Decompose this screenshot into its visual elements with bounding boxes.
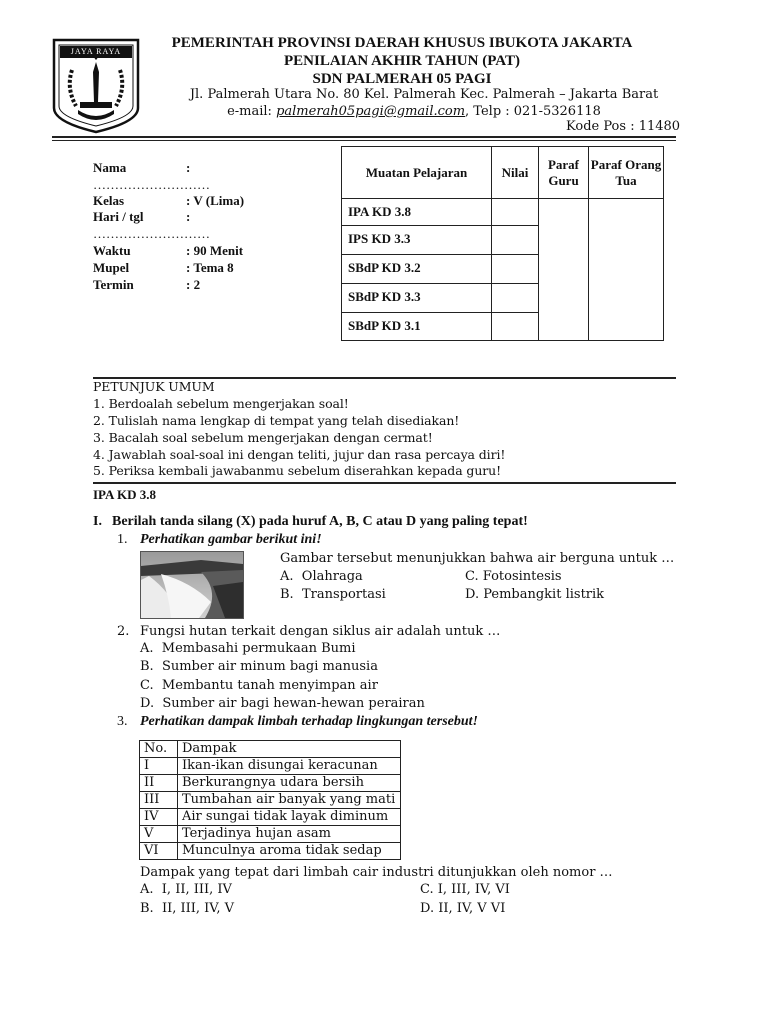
header-government: PEMERINTAH PROVINSI DAERAH KHUSUS IBUKOTA JAKARTA <box>171 35 633 51</box>
header-postal: Kode Pos : 11480 <box>566 119 681 134</box>
instruction-item: 1. Berdoalah sebelum mengerjakan soal! <box>93 396 349 411</box>
grade-table <box>341 146 664 341</box>
grade-header-teacher-sign: Paraf Guru <box>539 147 589 199</box>
logo-number: 52 <box>92 108 100 117</box>
impact-text: Air sungai tidak layak diminum <box>178 809 401 826</box>
header-address: Jl. Palmerah Utara No. 80 Kel. Palmerah Kec. Palmerah – Jakarta Barat <box>189 87 659 102</box>
instructions-bottom-rule <box>93 482 676 484</box>
logo-text: JAYA RAYA <box>70 47 122 56</box>
grade-score-cell[interactable] <box>492 199 539 226</box>
impact-text: Berkurangnya udara bersih <box>178 775 401 792</box>
q1-option-b[interactable]: B. Transportasi <box>280 587 386 602</box>
table-row <box>140 758 401 775</box>
grade-header-parent-sign: Paraf Orang Tua <box>589 147 664 199</box>
q1-prompt: Perhatikan gambar berikut ini! <box>140 532 322 547</box>
grade-row-subject: IPS KD 3.3 <box>342 226 492 255</box>
table-row <box>140 809 401 826</box>
section-title: IPA KD 3.8 <box>93 487 156 502</box>
q2-option-c[interactable]: C. Membantu tanah menyimpan air <box>140 678 378 693</box>
q1-option-d[interactable]: D. Pembangkit listrik <box>465 587 605 602</box>
email-label: e-mail: <box>227 104 277 119</box>
impact-no: V <box>140 826 178 843</box>
grade-header-subject: Muatan Pelajaran <box>342 147 492 199</box>
impact-no: IV <box>140 809 178 826</box>
q3-option-a[interactable]: A. I, II, III, IV <box>140 882 232 897</box>
impact-no: VI <box>140 843 178 860</box>
impact-header-impact: Dampak <box>178 741 401 758</box>
instruction-item: 5. Periksa kembali jawabanmu sebelum diserahkan kepada guru! <box>93 463 502 478</box>
header-rule-thin <box>52 140 676 141</box>
grade-score-cell[interactable] <box>492 226 539 255</box>
instruction-item: 4. Jawablah soal-soal ini dengan teliti, jujur dan rasa percaya diri! <box>93 447 506 462</box>
q2-option-a[interactable]: A. Membasahi permukaan Bumi <box>140 641 356 656</box>
phone-text: , Telp : 021-5326118 <box>465 104 601 119</box>
impact-text: Tumbahan air banyak yang mati <box>178 792 401 809</box>
dam-waterfall-image <box>140 551 244 619</box>
grade-score-cell[interactable] <box>492 255 539 284</box>
grade-row-subject: IPA KD 3.8 <box>342 199 492 226</box>
impact-text: Terjadinya hujan asam <box>178 826 401 843</box>
table-row <box>140 792 401 809</box>
q2-option-b[interactable]: B. Sumber air minum bagi manusia <box>140 659 378 674</box>
grade-score-cell[interactable] <box>492 284 539 313</box>
q2-number: 2. <box>117 624 130 639</box>
part-number: I. <box>93 514 102 529</box>
instructions-title: PETUNJUK UMUM <box>93 379 215 394</box>
q3-prompt: Perhatikan dampak limbah terhadap lingkungan tersebut! <box>140 714 479 729</box>
header-school-name: SDN PALMERAH 05 PAGI <box>312 71 492 87</box>
impact-text: Munculnya aroma tidak sedap <box>178 843 401 860</box>
table-row <box>140 826 401 843</box>
impact-no: III <box>140 792 178 809</box>
q3-option-b[interactable]: B. II, III, IV, V <box>140 901 235 916</box>
grade-header-score: Nilai <box>492 147 539 199</box>
q1-text: Gambar tersebut menunjukkan bahwa air berguna untuk … <box>280 551 675 566</box>
header-rule-thick <box>52 136 676 138</box>
table-row <box>140 775 401 792</box>
impact-no: II <box>140 775 178 792</box>
q2-option-d[interactable]: D. Sumber air bagi hewan-hewan perairan <box>140 696 425 711</box>
q2-text: Fungsi hutan terkait dengan siklus air adalah untuk … <box>140 624 501 639</box>
q1-number: 1. <box>117 532 128 547</box>
q3-option-d[interactable]: D. II, IV, V VI <box>420 901 506 916</box>
instruction-item: 2. Tulislah nama lengkap di tempat yang telah disediakan! <box>93 413 460 428</box>
impact-text: Ikan-ikan disungai keracunan <box>178 758 401 775</box>
grade-score-cell[interactable] <box>492 313 539 341</box>
grade-row-subject: SBdP KD 3.2 <box>342 255 492 284</box>
q3-number: 3. <box>117 714 128 729</box>
q1-option-a[interactable]: A. Olahraga <box>280 569 363 584</box>
grade-row-subject: SBdP KD 3.3 <box>342 284 492 313</box>
impact-no: I <box>140 758 178 775</box>
instruction-item: 3. Bacalah soal sebelum mengerjakan dengan cermat! <box>93 430 433 445</box>
parent-sign-cell[interactable] <box>589 199 664 341</box>
q3-option-c[interactable]: C. I, III, IV, VI <box>420 882 510 897</box>
q3-text: Dampak yang tepat dari limbah cair industri ditunjukkan oleh nomor … <box>140 865 613 880</box>
impact-header-no: No. <box>140 741 178 758</box>
q1-option-c[interactable]: C. Fotosintesis <box>465 569 562 584</box>
header-exam-title: PENILAIAN AKHIR TAHUN (PAT) <box>284 53 520 69</box>
grade-row-subject: SBdP KD 3.1 <box>342 313 492 341</box>
email-link[interactable]: palmerah05pagi@gmail.com <box>276 104 466 119</box>
impact-table <box>139 740 401 860</box>
teacher-sign-cell[interactable] <box>539 199 589 341</box>
header-contact <box>30 104 768 119</box>
part-instruction: Berilah tanda silang (X) pada huruf A, B, C atau D yang paling tepat! <box>112 514 528 529</box>
table-row <box>140 843 401 860</box>
